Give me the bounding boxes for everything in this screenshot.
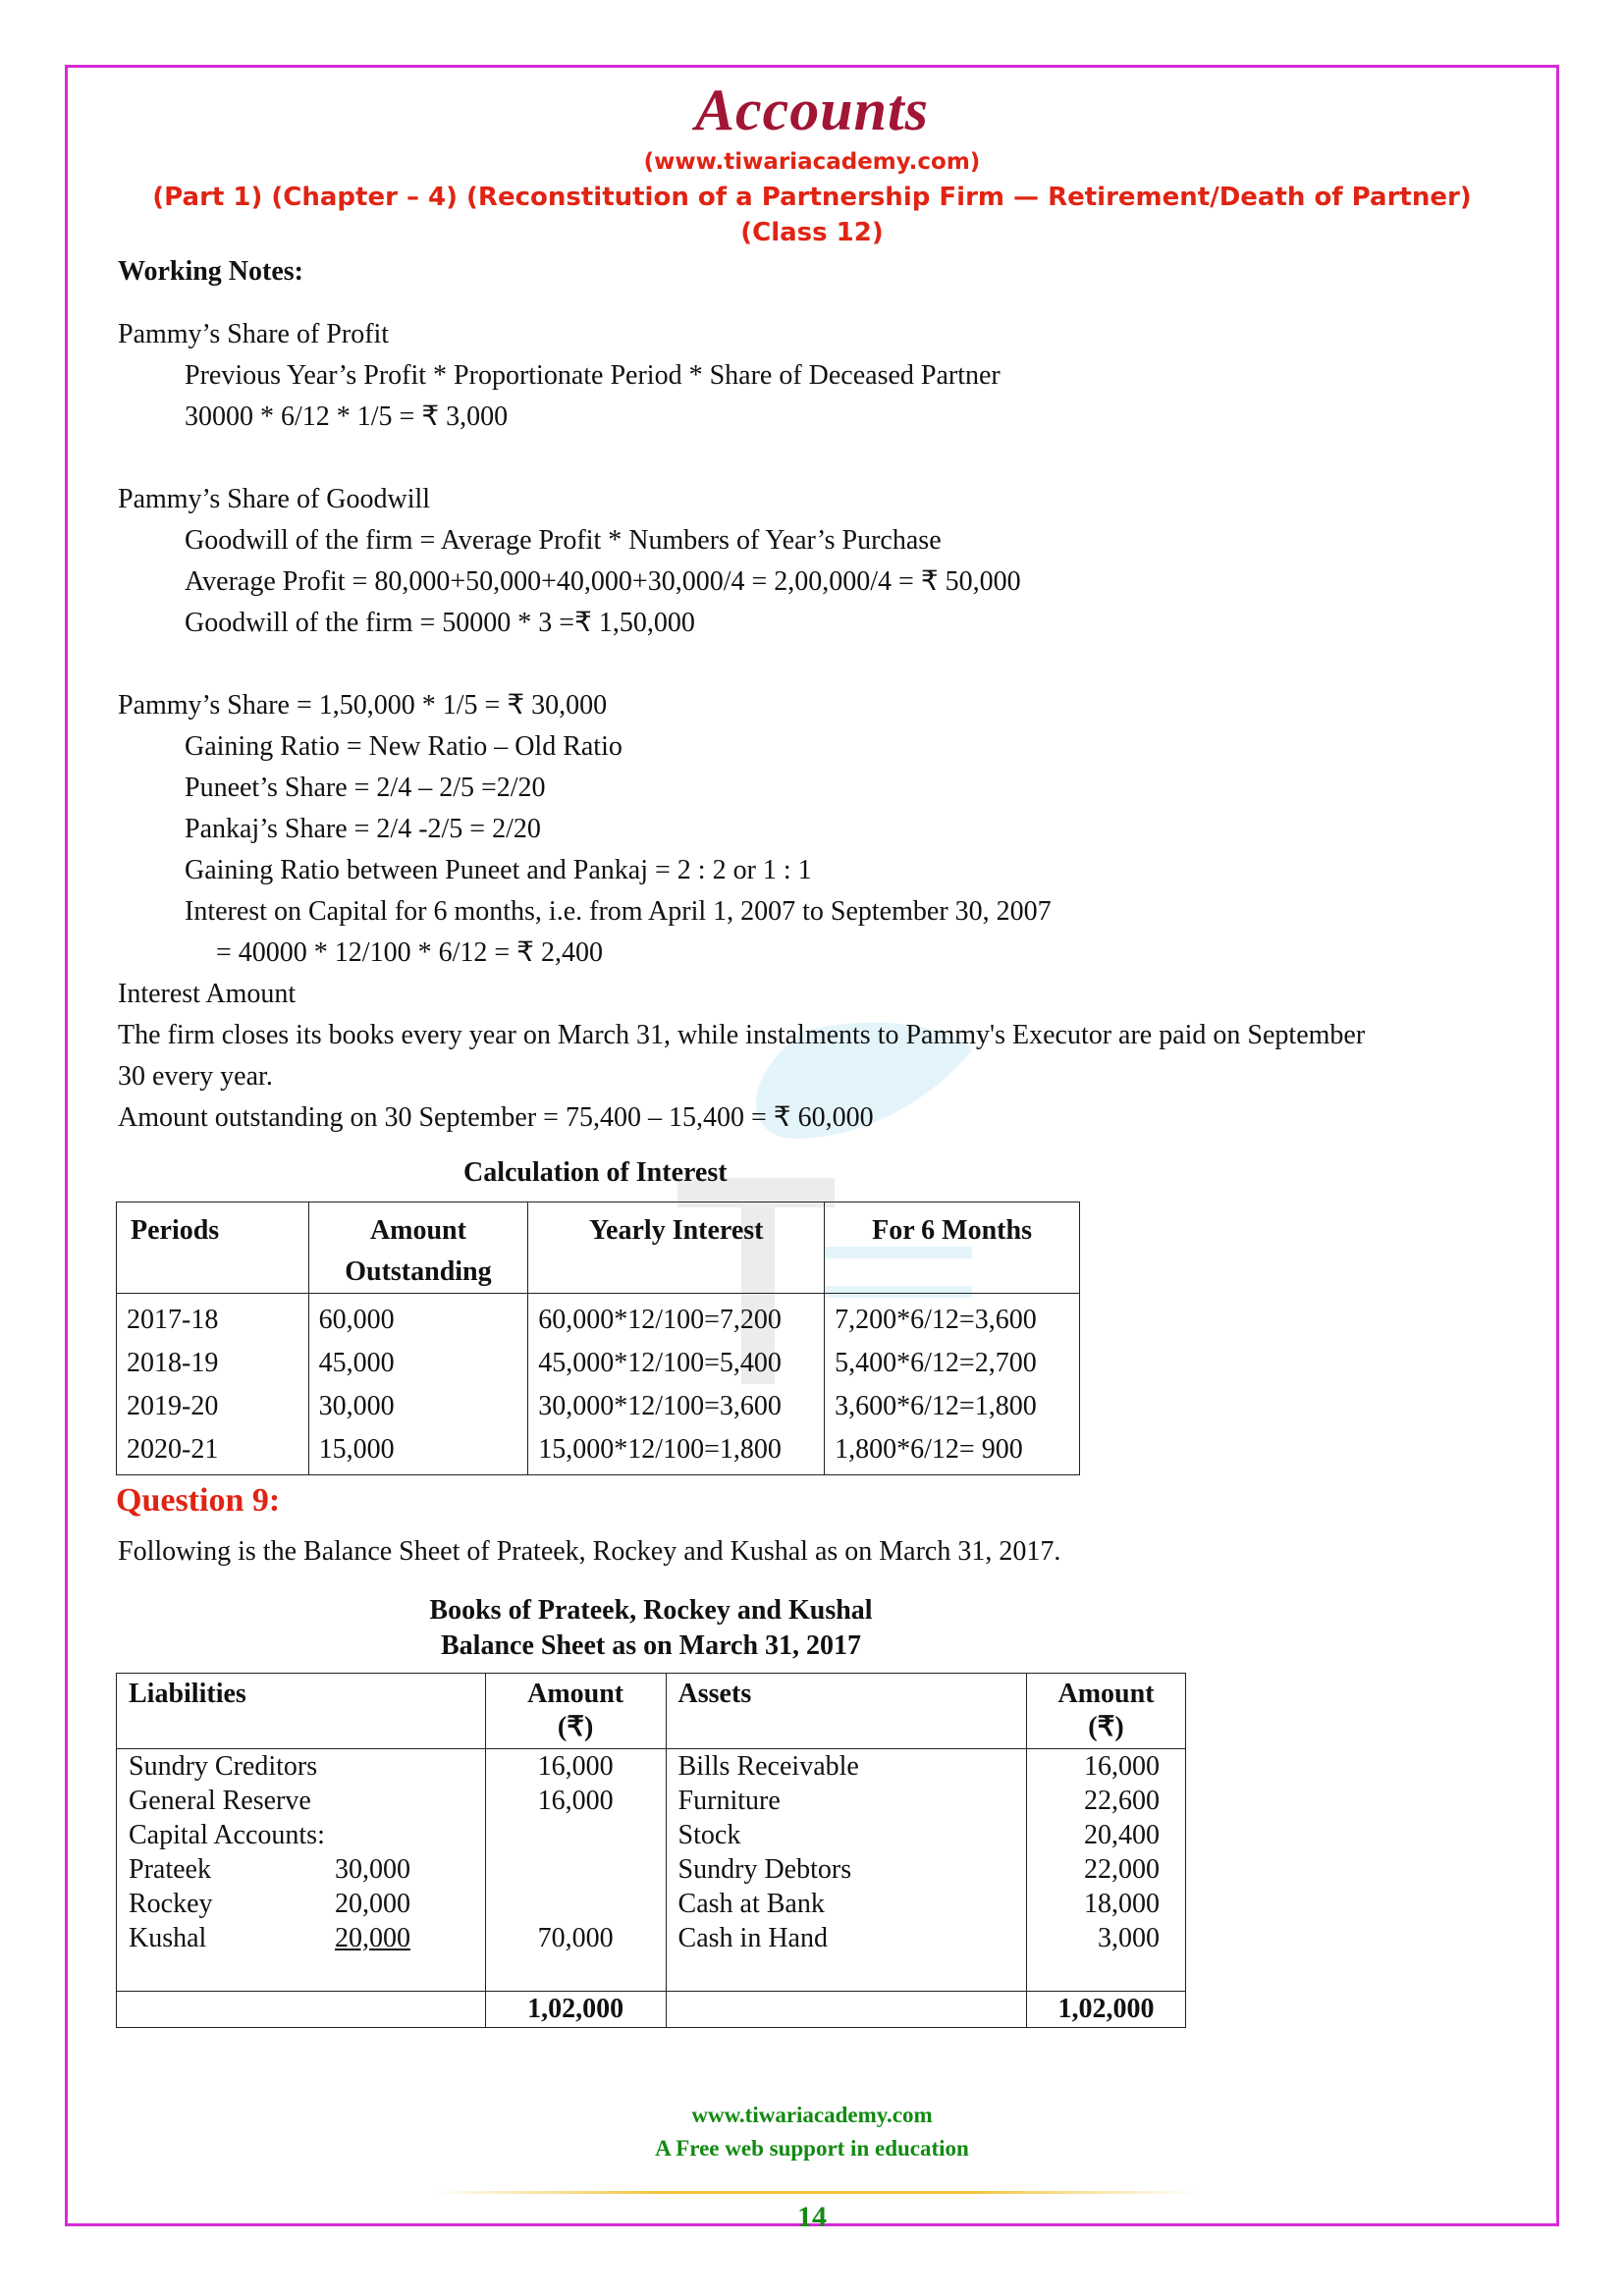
asset-name: Cash at Bank: [666, 1887, 1027, 1921]
partner-name: Rockey: [129, 1889, 213, 1919]
header-website: (www.tiwariacademy.com): [643, 149, 981, 175]
partner-capital: 20,000: [335, 1889, 410, 1919]
page-number: 14: [797, 2201, 827, 2233]
table-row: [117, 1427, 1080, 1475]
currency-label: (₹): [1088, 1712, 1124, 1742]
note-line: Goodwill of the firm = Average Profit * Numbers of Year’s Purchase: [185, 525, 942, 556]
amount-label: Amount: [1057, 1679, 1155, 1709]
table-row: [117, 1852, 1186, 1887]
asset-amount: 16,000: [1027, 1749, 1186, 1785]
table-cell: 15,000: [308, 1427, 528, 1475]
table-cell: 30,000: [308, 1384, 528, 1427]
table-row: [117, 1887, 1186, 1921]
liability-name: Sundry Creditors: [117, 1749, 486, 1785]
asset-name: Cash in Hand: [666, 1921, 1027, 1955]
empty-cell: [666, 1955, 1027, 1992]
footer-divider: [432, 2191, 1198, 2194]
note-line: Average Profit = 80,000+50,000+40,000+30,000/4 = 2,00,000/4 = ₹ 50,000: [185, 566, 1021, 597]
note-line: Puneet’s Share = 2/4 – 2/5 =2/20: [185, 773, 546, 803]
empty-cell: [1027, 1955, 1186, 1992]
liability-cell: [117, 1887, 486, 1921]
note-line: Pammy’s Share = 1,50,000 * 1/5 = ₹ 30,000: [118, 690, 608, 721]
table-row: [117, 1749, 1186, 1785]
question-text: Following is the Balance Sheet of Prateek, Rockey and Kushal as on March 31, 2017.: [118, 1536, 1061, 1567]
asset-amount: 20,400: [1027, 1818, 1186, 1852]
table-cell: 3,600*6/12=1,800: [825, 1384, 1080, 1427]
column-header: [485, 1674, 666, 1749]
note-line: 30000 * 6/12 * 1/5 = ₹ 3,000: [185, 401, 509, 432]
liability-cell: [117, 1852, 486, 1887]
table-row: [117, 1294, 1080, 1342]
asset-amount: 18,000: [1027, 1887, 1186, 1921]
note-line: Gaining Ratio = New Ratio – Old Ratio: [185, 731, 623, 762]
table-cell: 7,200*6/12=3,600: [825, 1294, 1080, 1342]
column-header: Yearly Interest: [528, 1202, 825, 1294]
table-cell: 2017-18: [117, 1294, 309, 1342]
note-line: 30 every year.: [118, 1061, 273, 1092]
balance-sheet-caption: Books of Prateek, Rockey and Kushal: [429, 1595, 873, 1626]
table-row: [117, 1341, 1080, 1384]
table-cell: 2018-19: [117, 1341, 309, 1384]
asset-amount: 3,000: [1027, 1921, 1186, 1955]
table-row: [117, 1921, 1186, 1955]
asset-amount: 22,600: [1027, 1784, 1186, 1818]
class-label: (Class 12): [740, 218, 884, 247]
partner-capital: 30,000: [335, 1854, 410, 1885]
note-line: Goodwill of the firm = 50000 * 3 =₹ 1,50,000: [185, 608, 695, 638]
question-label: Question 9:: [116, 1482, 281, 1519]
table-row: [117, 1384, 1080, 1427]
note-line: Previous Year’s Profit * Proportionate Period * Share of Deceased Partner: [185, 360, 1001, 391]
asset-name: Furniture: [666, 1784, 1027, 1818]
partner-capital: 20,000: [335, 1923, 410, 1953]
asset-name: Stock: [666, 1818, 1027, 1852]
column-header: For 6 Months: [825, 1202, 1080, 1294]
note-line: Gaining Ratio between Puneet and Pankaj = 2 : 2 or 1 : 1: [185, 855, 812, 885]
liability-amount: [485, 1887, 666, 1921]
total-liabilities: 1,02,000: [485, 1992, 666, 2028]
table-cell: 45,000*12/100=5,400: [528, 1341, 825, 1384]
table-cell: 1,800*6/12= 900: [825, 1427, 1080, 1475]
liability-amount: 16,000: [485, 1749, 666, 1785]
page-title: Accounts: [694, 78, 930, 142]
liability-name: Capital Accounts:: [117, 1818, 486, 1852]
working-notes-heading: Working Notes:: [118, 256, 303, 287]
liability-name: General Reserve: [117, 1784, 486, 1818]
asset-name: Bills Receivable: [666, 1749, 1027, 1785]
footer-tagline: A Free web support in education: [655, 2136, 969, 2161]
balance-sheet-subcaption: Balance Sheet as on March 31, 2017: [440, 1630, 862, 1661]
table-cell: 60,000: [308, 1294, 528, 1342]
note-line: Pankaj’s Share = 2/4 -2/5 = 2/20: [185, 814, 541, 844]
table-cell: 2019-20: [117, 1384, 309, 1427]
table-cell: 5,400*6/12=2,700: [825, 1341, 1080, 1384]
table-cell: 15,000*12/100=1,800: [528, 1427, 825, 1475]
asset-name: Sundry Debtors: [666, 1852, 1027, 1887]
interest-table-caption: Calculation of Interest: [463, 1157, 728, 1188]
liability-amount: 16,000: [485, 1784, 666, 1818]
column-header: Liabilities: [117, 1674, 486, 1749]
footer-website[interactable]: www.tiwariacademy.com: [691, 2103, 933, 2127]
liability-amount: [485, 1818, 666, 1852]
table-cell: 30,000*12/100=3,600: [528, 1384, 825, 1427]
table-row: [117, 1818, 1186, 1852]
partner-name: Kushal: [129, 1923, 207, 1953]
table-row: [117, 1955, 1186, 1992]
column-header: Amount Outstanding: [308, 1202, 528, 1294]
note-line: Amount outstanding on 30 September = 75,400 – 15,400 = ₹ 60,000: [118, 1102, 874, 1133]
liability-amount: [485, 1852, 666, 1887]
currency-label: (₹): [557, 1712, 594, 1742]
column-header: [1027, 1674, 1186, 1749]
balance-sheet-table: [116, 1673, 1186, 2028]
note-line: Interest on Capital for 6 months, i.e. from April 1, 2007 to September 30, 2007: [185, 896, 1052, 927]
note-line: The firm closes its books every year on March 31, while instalments to Pammy's Executor are paid on September: [118, 1020, 1366, 1050]
total-assets: 1,02,000: [1027, 1992, 1186, 2028]
table-cell: 60,000*12/100=7,200: [528, 1294, 825, 1342]
column-header: Periods: [117, 1202, 309, 1294]
empty-cell: [117, 1992, 486, 2028]
empty-cell: [485, 1955, 666, 1992]
empty-cell: [117, 1955, 486, 1992]
asset-amount: 22,000: [1027, 1852, 1186, 1887]
liability-amount: 70,000: [485, 1921, 666, 1955]
table-cell: 2020-21: [117, 1427, 309, 1475]
note-line: Interest Amount: [118, 979, 297, 1009]
total-row: [117, 1992, 1186, 2028]
table-cell: 45,000: [308, 1341, 528, 1384]
liability-cell: [117, 1921, 486, 1955]
partner-name: Prateek: [129, 1854, 211, 1885]
interest-table: [116, 1201, 1080, 1475]
empty-cell: [666, 1992, 1027, 2028]
amount-label: Amount: [527, 1679, 624, 1709]
note-line: = 40000 * 12/100 * 6/12 = ₹ 2,400: [216, 937, 603, 968]
note-line: Pammy’s Share of Profit: [118, 319, 390, 349]
column-header: Assets: [666, 1674, 1027, 1749]
table-row: [117, 1784, 1186, 1818]
chapter-subtitle: (Part 1) (Chapter – 4) (Reconstitution of a Partnership Firm — Retirement/Death of Partner): [152, 183, 1472, 212]
note-line: Pammy’s Share of Goodwill: [118, 484, 431, 514]
